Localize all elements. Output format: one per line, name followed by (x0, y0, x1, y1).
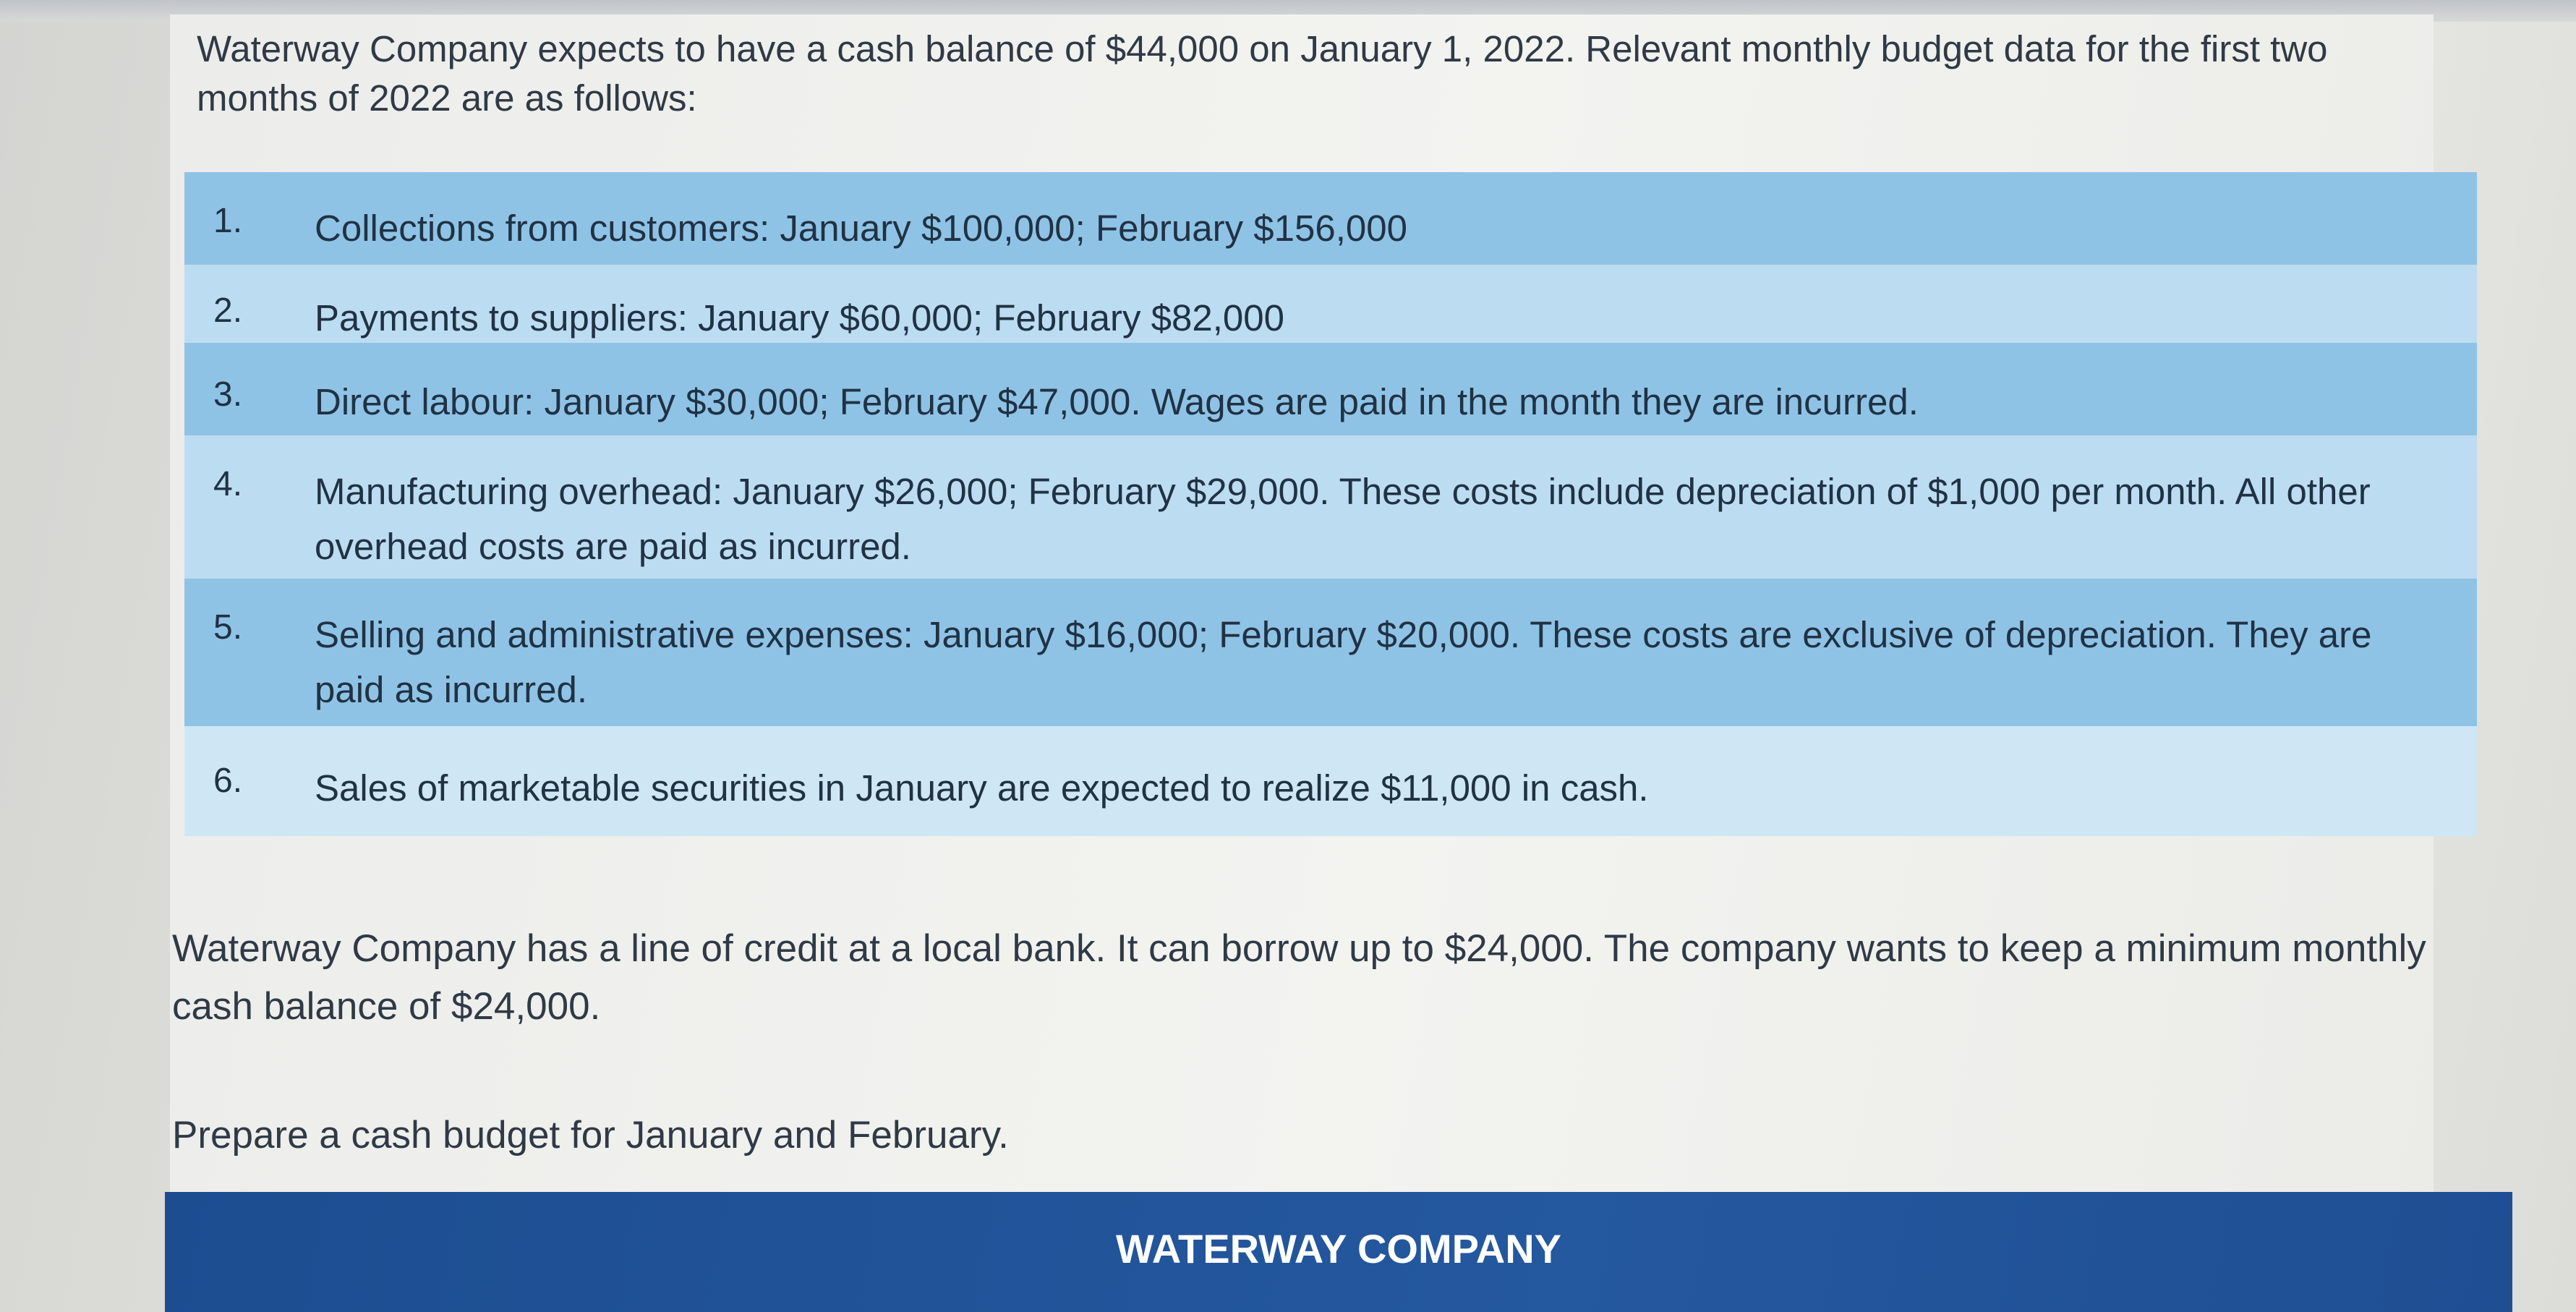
item-number: 1. (213, 202, 243, 240)
table-row (184, 726, 2477, 836)
item-text: Payments to suppliers: January $60,000; February $82,000 (315, 297, 1284, 338)
company-name-heading: WATERWAY COMPANY (1115, 1226, 1562, 1271)
item-number: 5. (213, 608, 243, 647)
cash-budget-header-bar (165, 1192, 2512, 1312)
item-number: 2. (213, 291, 243, 330)
item-text: Manufacturing overhead: January $26,000; February $29,000. These costs include depreciation of $1,000 per month. All other overhead costs are paid as incurred. (315, 471, 2371, 567)
item-text: Direct labour: January $30,000; February $47,000. Wages are paid in the month they are incurred. (315, 381, 1919, 422)
item-number: 3. (213, 375, 243, 414)
table-row (184, 435, 2477, 579)
item-text: Selling and administrative expenses: January $16,000; February $20,000. These costs are exclusive of depreciation. They are paid as incurred. (315, 614, 2372, 710)
table-row (184, 579, 2477, 726)
problem-intro: Waterway Company expects to have a cash balance of $44,000 on January 1, 2022. Relevant monthly budget data for the first two months of 2022 are as follows: (197, 28, 2328, 119)
table-row (184, 172, 2477, 265)
instruction-text: Prepare a cash budget for January and February. (172, 1114, 1009, 1156)
budget-data-table (184, 172, 2477, 836)
item-text: Collections from customers: January $100,000; February $156,000 (315, 208, 1407, 249)
item-number: 6. (213, 762, 243, 800)
item-number: 4. (213, 465, 243, 503)
table-row (184, 343, 2477, 435)
item-text: Sales of marketable securities in January are expected to realize $11,000 in cash. (315, 767, 1649, 809)
credit-line-note: Waterway Company has a line of credit at a local bank. It can borrow up to $24,000. The company wants to keep a minimum monthly cash balance of $24,000. (172, 927, 2426, 1028)
table-row (184, 265, 2477, 343)
